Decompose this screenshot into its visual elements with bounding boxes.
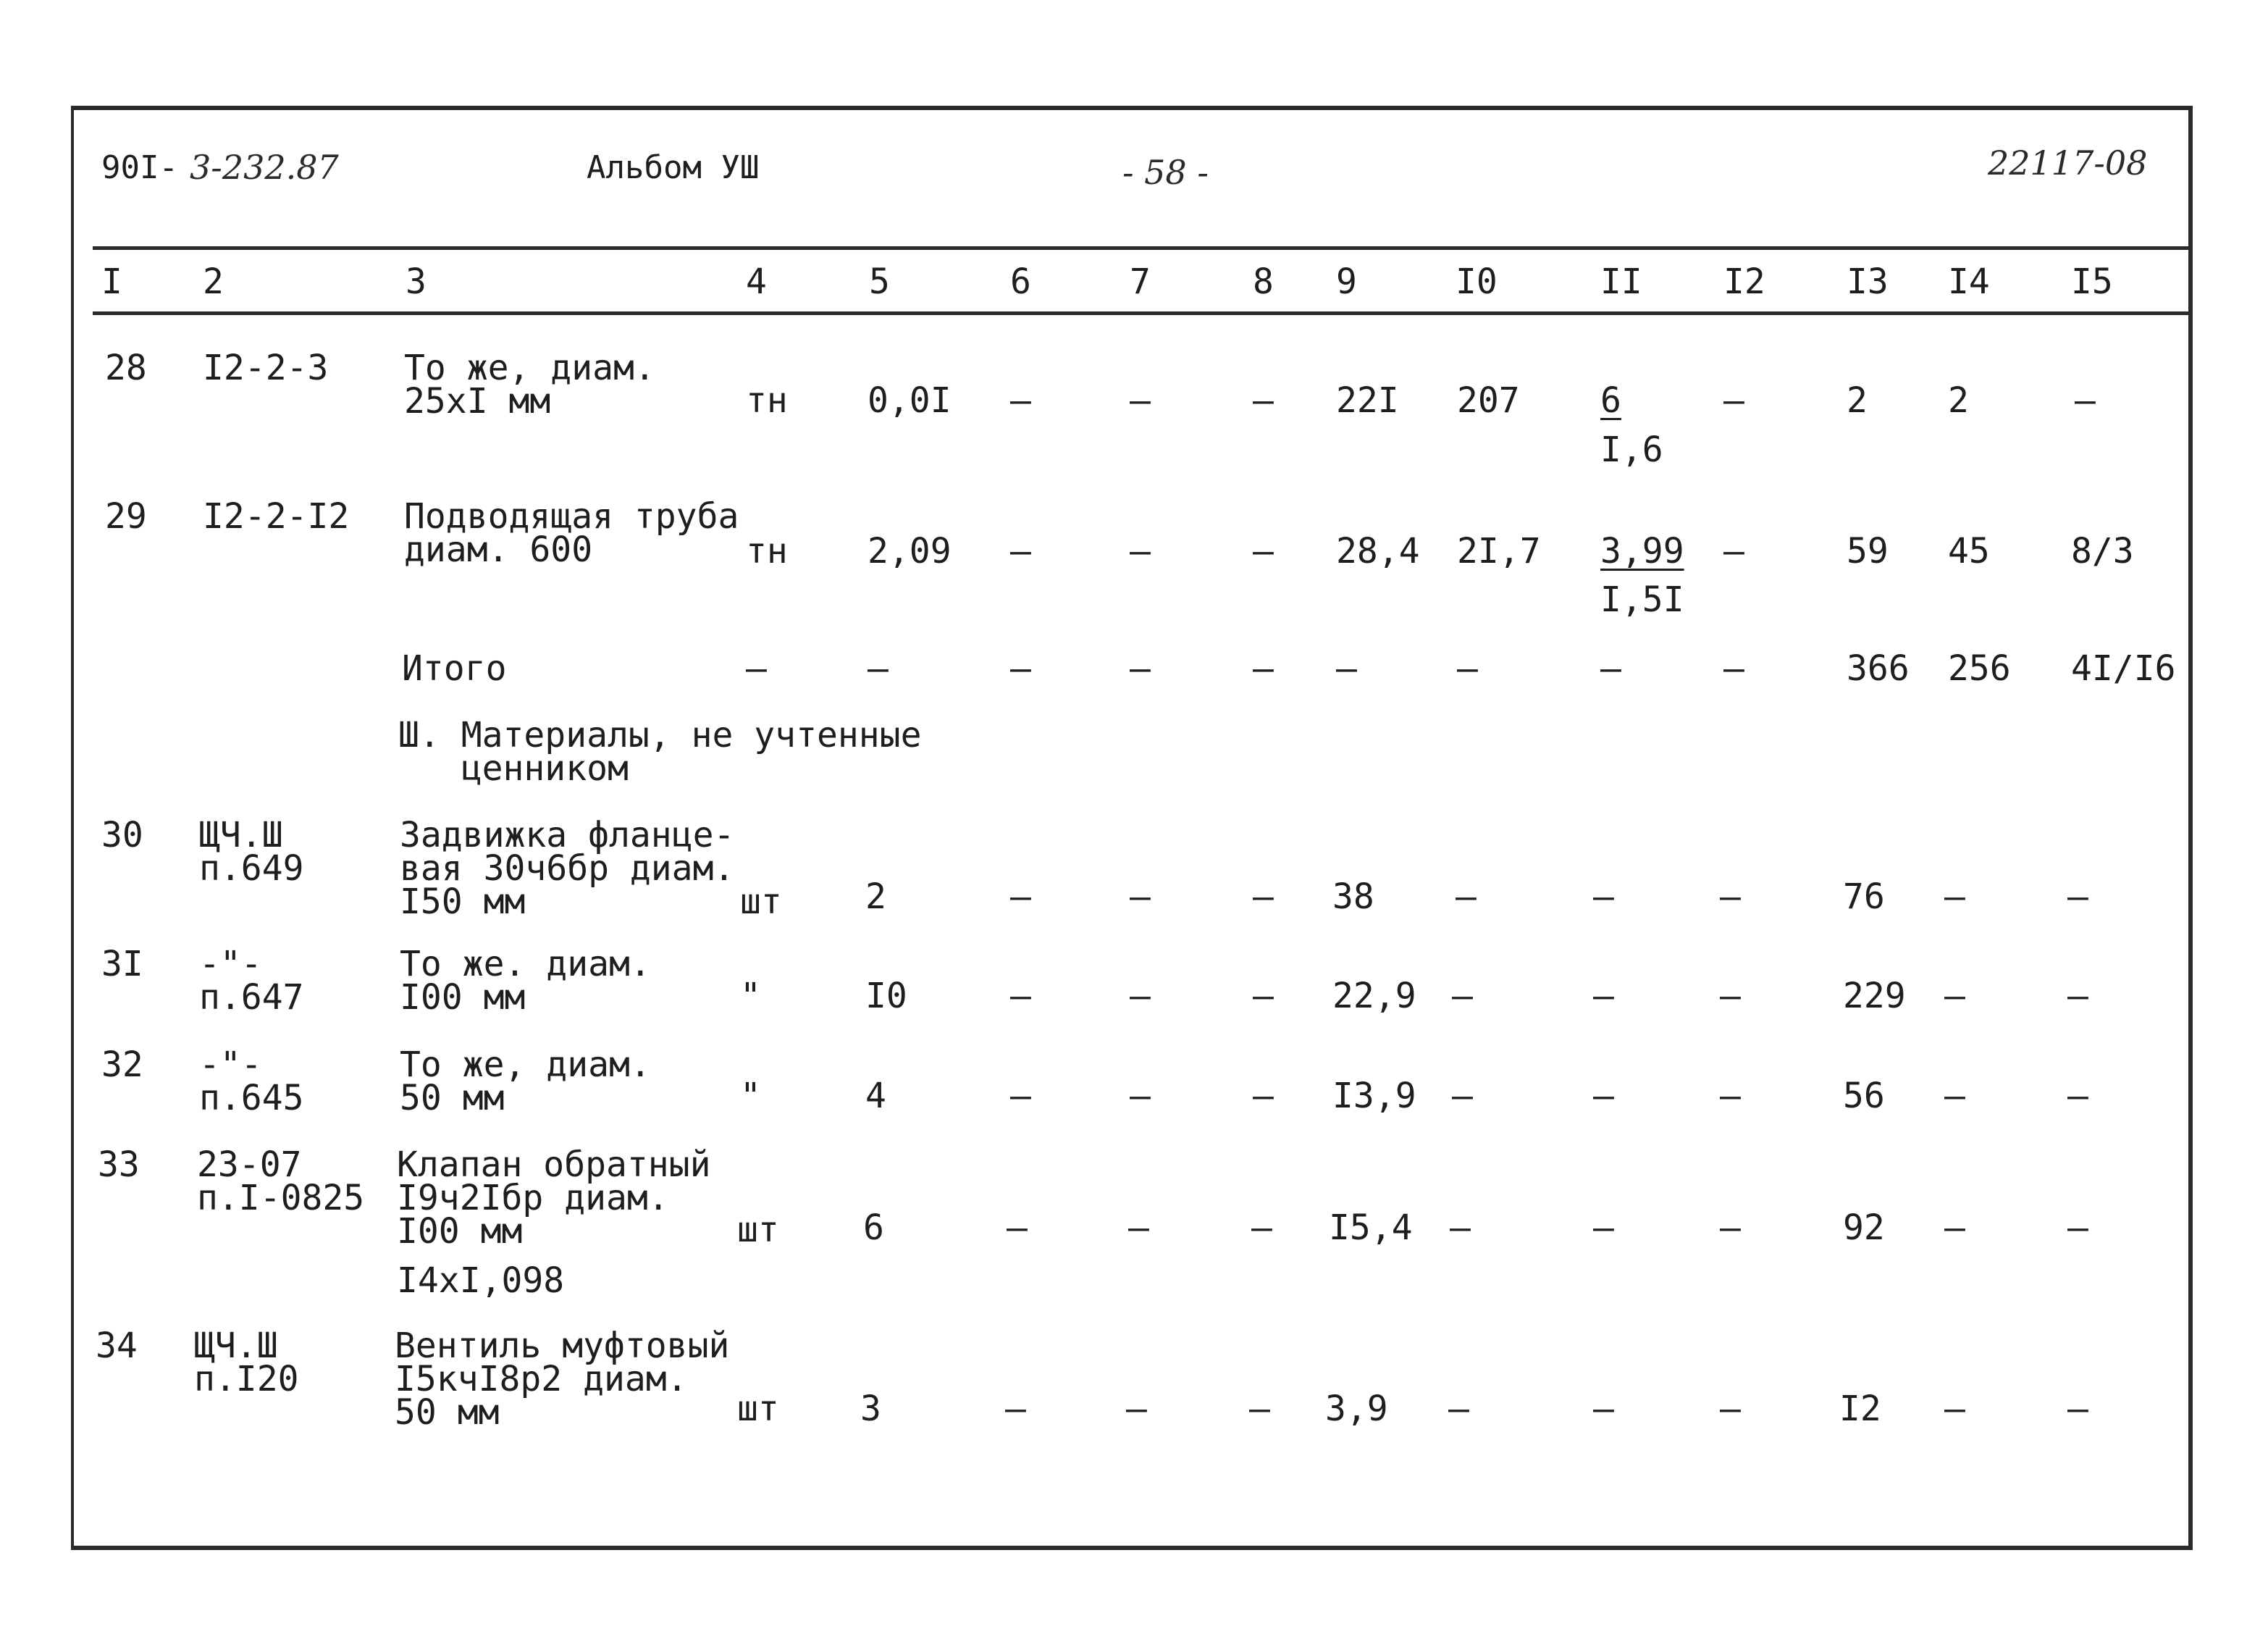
cell-c12: – — [1720, 1389, 1741, 1429]
row-unit: тн — [746, 531, 788, 571]
cell-c11-top: 6 — [1600, 380, 1621, 421]
cell-c15: 4I/I6 — [2071, 648, 2176, 689]
row-unit: шт — [737, 1389, 779, 1429]
cell-c11-bottom: I,6 — [1600, 430, 1663, 470]
col-9: 9 — [1336, 261, 1357, 302]
row-code: ЩЧ.Ш п.I20 — [194, 1326, 299, 1399]
cell-c14: – — [1944, 1207, 1965, 1248]
cell-c8: – — [1253, 380, 1274, 421]
cell-c7: – — [1130, 531, 1151, 571]
cell-c14: 256 — [1948, 648, 2011, 689]
col-11: II — [1600, 261, 1642, 302]
cell-c7: – — [1130, 380, 1151, 421]
cell-c13: 59 — [1847, 531, 1889, 571]
cell-c9: I3,9 — [1332, 1076, 1416, 1116]
cell-c8: – — [1253, 531, 1274, 571]
row-unit: – — [746, 648, 767, 689]
row-description: Клапан обратный I9ч2Iбр диам. I00 мм — [397, 1144, 711, 1252]
cell-c15: – — [2075, 380, 2096, 421]
row-description: Подводящая труба диам. 600 — [404, 496, 739, 570]
col-12: I2 — [1723, 261, 1765, 302]
section-heading: Ш. Материалы, не учтенные ценником — [398, 715, 922, 789]
cell-c13: 76 — [1843, 876, 1885, 917]
cell-c8: – — [1253, 876, 1274, 917]
cell-c15: – — [2067, 1076, 2088, 1116]
cell-c11: – — [1593, 976, 1614, 1016]
row-description: Вентиль муфтовый I5кчI8р2 диам. 50 мм — [395, 1326, 730, 1433]
row-unit: " — [740, 1076, 761, 1116]
cell-c13: 2 — [1847, 380, 1868, 421]
cell-c6: – — [1007, 1207, 1028, 1248]
row-code: ЩЧ.Ш п.649 — [199, 815, 304, 889]
cell-c9: – — [1336, 648, 1357, 689]
cell-c13: I2 — [1839, 1389, 1881, 1429]
cell-c14: – — [1944, 876, 1965, 917]
cell-c12: – — [1720, 1076, 1741, 1116]
row-unit: тн — [746, 380, 788, 421]
row-number: 3I — [101, 944, 143, 984]
col-5: 5 — [869, 261, 890, 302]
doc-code-handwritten: 3-232.87 — [190, 148, 339, 187]
col-2: 2 — [203, 261, 224, 302]
doc-code: 90I- — [101, 149, 178, 186]
column-header-divider — [93, 311, 2193, 315]
header-divider — [93, 246, 2193, 250]
cell-c8: – — [1253, 976, 1274, 1016]
cell-c10: 207 — [1457, 380, 1520, 421]
cell-c15: – — [2067, 876, 2088, 917]
cell-c5: 3 — [860, 1389, 881, 1429]
cell-c13: 56 — [1843, 1076, 1885, 1116]
row-unit: шт — [740, 881, 782, 922]
row-number: 28 — [105, 348, 147, 388]
cell-c15: 8/3 — [2071, 531, 2134, 571]
cell-c5: 2,09 — [868, 531, 952, 571]
cell-c6: – — [1005, 1389, 1026, 1429]
cell-c15: – — [2067, 976, 2088, 1016]
cell-c11: – — [1593, 876, 1614, 917]
cell-c6: – — [1010, 876, 1031, 917]
cell-c5: 4 — [865, 1076, 886, 1116]
cell-c6: – — [1010, 380, 1031, 421]
row-code: I2-2-3 — [203, 348, 329, 388]
cell-c11: – — [1593, 1076, 1614, 1116]
cell-c14: – — [1944, 976, 1965, 1016]
row-description: То же. диам. I00 мм — [400, 944, 651, 1018]
cell-c13: 366 — [1847, 648, 1910, 689]
cell-c6: – — [1010, 648, 1031, 689]
cell-c6: – — [1010, 1076, 1031, 1116]
cell-c5: 6 — [863, 1207, 884, 1248]
cell-c10: – — [1452, 976, 1473, 1016]
row-unit: шт — [737, 1210, 779, 1250]
cell-c10: – — [1448, 1389, 1469, 1429]
col-1: I — [101, 261, 122, 302]
page-frame — [71, 106, 2193, 1550]
cell-c11-top: 3,99 — [1600, 531, 1684, 571]
cell-c12: – — [1723, 531, 1744, 571]
col-6: 6 — [1010, 261, 1031, 302]
cell-c12: – — [1720, 876, 1741, 917]
cell-c8: – — [1253, 1076, 1274, 1116]
cell-c10: – — [1457, 648, 1478, 689]
row-number: 33 — [98, 1144, 140, 1185]
cell-c13: 92 — [1843, 1207, 1885, 1248]
cell-c7: – — [1130, 876, 1151, 917]
cell-c5: 2 — [865, 876, 886, 917]
cell-c9: 28,4 — [1336, 531, 1420, 571]
cell-c9: 22I — [1336, 380, 1399, 421]
cell-c14: 45 — [1948, 531, 1990, 571]
cell-c7: – — [1130, 1076, 1151, 1116]
col-10: I0 — [1456, 261, 1498, 302]
row-number: 32 — [101, 1044, 143, 1085]
cell-c7: – — [1130, 976, 1151, 1016]
cell-c5: I0 — [865, 976, 907, 1016]
cell-c12: – — [1723, 648, 1744, 689]
col-8: 8 — [1253, 261, 1274, 302]
cell-c11: – — [1600, 648, 1621, 689]
cell-c11: – — [1593, 1207, 1614, 1248]
cell-c5: – — [868, 648, 889, 689]
row-description: Задвижка фланце- вая 30ч6бр диам. I50 мм — [400, 815, 735, 922]
cell-c10: 2I,7 — [1457, 531, 1541, 571]
cell-c12: – — [1720, 1207, 1741, 1248]
row-number: 29 — [105, 496, 147, 537]
row-description: То же, диам. 50 мм — [400, 1044, 651, 1118]
album-label: Альбом УШ — [587, 149, 760, 186]
cell-c14: – — [1944, 1389, 1965, 1429]
cell-c15: – — [2067, 1207, 2088, 1248]
cell-c9: 38 — [1332, 876, 1374, 917]
sheet-code: 22117-08 — [1988, 143, 2148, 183]
cell-c10: – — [1456, 876, 1477, 917]
row-description: То же, диам. 25хI мм — [404, 348, 655, 422]
col-7: 7 — [1130, 261, 1151, 302]
cell-c15: – — [2067, 1389, 2088, 1429]
cell-c7: – — [1126, 1389, 1147, 1429]
cell-c7: – — [1128, 1207, 1149, 1248]
cell-c6: – — [1010, 531, 1031, 571]
row-code: -"- п.645 — [199, 1044, 304, 1118]
row-code: -"- п.647 — [199, 944, 304, 1018]
row-number: 34 — [96, 1326, 138, 1366]
col-3: 3 — [406, 261, 427, 302]
cell-c13: 229 — [1843, 976, 1906, 1016]
cell-c12: – — [1723, 380, 1744, 421]
page-number: - 58 - — [1122, 153, 1209, 192]
col-4: 4 — [746, 261, 767, 302]
col-14: I4 — [1948, 261, 1990, 302]
cell-c5: 0,0I — [868, 380, 952, 421]
col-13: I3 — [1847, 261, 1889, 302]
cell-c10: – — [1450, 1207, 1471, 1248]
cell-c8: – — [1249, 1389, 1270, 1429]
cell-c14: 2 — [1948, 380, 1969, 421]
row-number: 30 — [101, 815, 143, 855]
cell-c9: 22,9 — [1332, 976, 1416, 1016]
cell-c6: – — [1010, 976, 1031, 1016]
col-15: I5 — [2071, 261, 2113, 302]
cell-c8: – — [1253, 648, 1274, 689]
row-description: Итого — [402, 648, 507, 689]
row-extra-note: I4хI,098 — [397, 1260, 565, 1301]
row-code: 23-07 п.I-0825 — [197, 1144, 365, 1218]
cell-c9: 3,9 — [1325, 1389, 1388, 1429]
cell-c8: – — [1251, 1207, 1272, 1248]
cell-c11: – — [1593, 1389, 1614, 1429]
cell-c10: – — [1452, 1076, 1473, 1116]
cell-c9: I5,4 — [1329, 1207, 1413, 1248]
cell-c7: – — [1130, 648, 1151, 689]
cell-c12: – — [1720, 976, 1741, 1016]
cell-c11-bottom: I,5I — [1600, 579, 1684, 620]
cell-c14: – — [1944, 1076, 1965, 1116]
row-unit: " — [740, 976, 761, 1016]
row-code: I2-2-I2 — [203, 496, 350, 537]
